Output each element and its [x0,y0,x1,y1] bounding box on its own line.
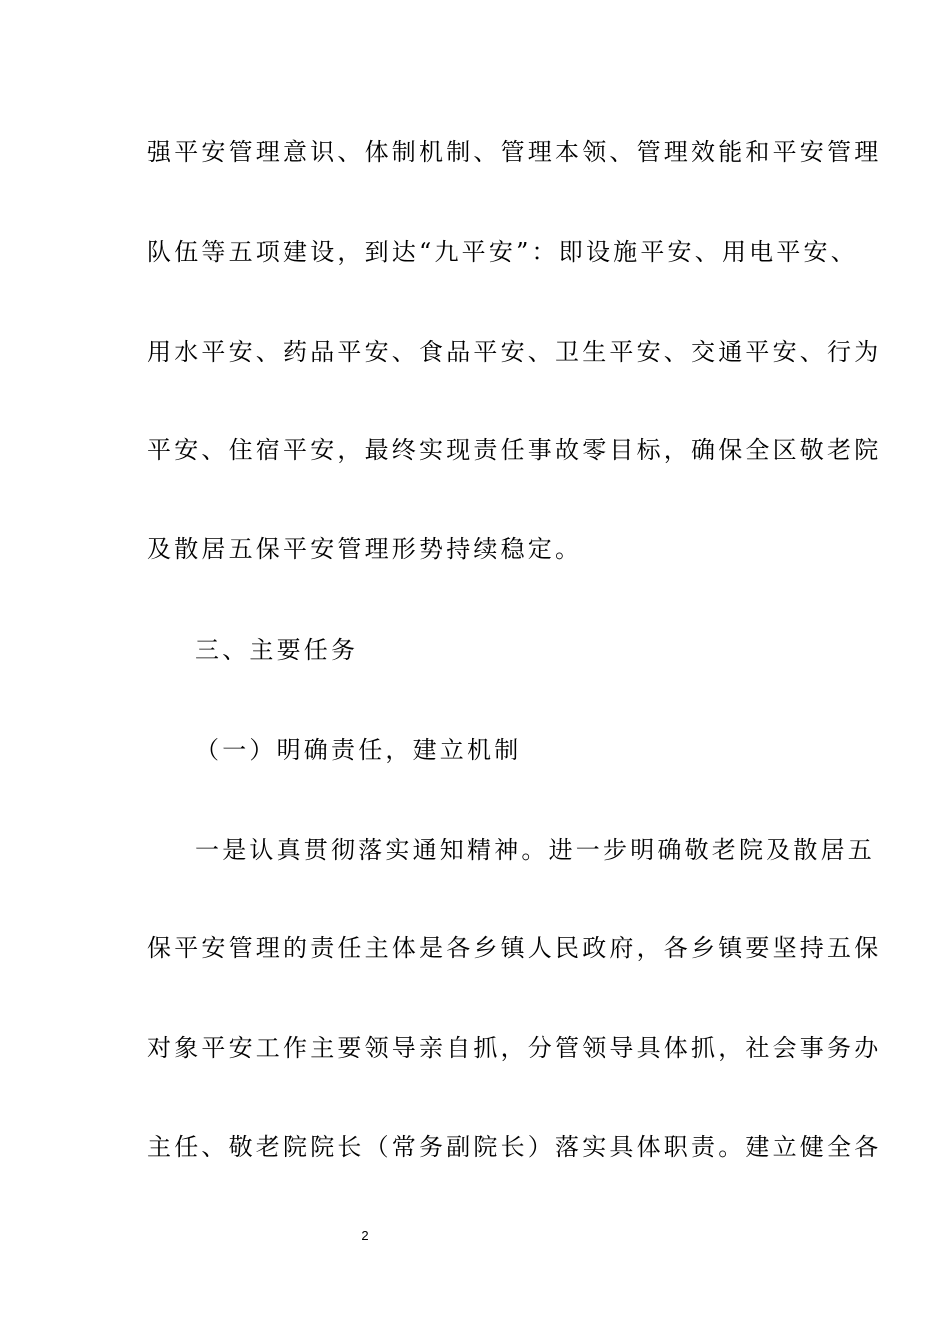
paragraph-line-4: 平安、住宿平安，最终实现责任事故零目标，确保全区敬老院 [147,436,882,464]
paragraph-line-3: 用水平安、药品平安、食品平安、卫生平安、交通平安、行为 [147,338,882,366]
paragraph-line-9: 主任、敬老院院长（常务副院长）落实具体职责。建立健全各 [147,1133,882,1161]
paragraph-line-8: 对象平安工作主要领导亲自抓，分管领导具体抓，社会事务办 [147,1034,882,1062]
paragraph-line-1: 强平安管理意识、体制机制、管理本领、管理效能和平安管理 [147,138,882,166]
paragraph-line-5: 及散居五保平安管理形势持续稳定。 [147,535,583,563]
section-heading: 三、主要任务 [195,636,359,664]
paragraph-line-7: 保平安管理的责任主体是各乡镇人民政府，各乡镇要坚持五保 [147,934,882,962]
subsection-heading: （一）明确责任，建立机制 [195,736,522,764]
page-number: 2 [361,1228,369,1243]
paragraph-line-2: 队伍等五项建设，到达“九平安”：即设施平安、用电平安、 [147,238,858,266]
paragraph-line-6: 一是认真贯彻落实通知精神。进一步明确敬老院及散居五 [195,836,875,864]
